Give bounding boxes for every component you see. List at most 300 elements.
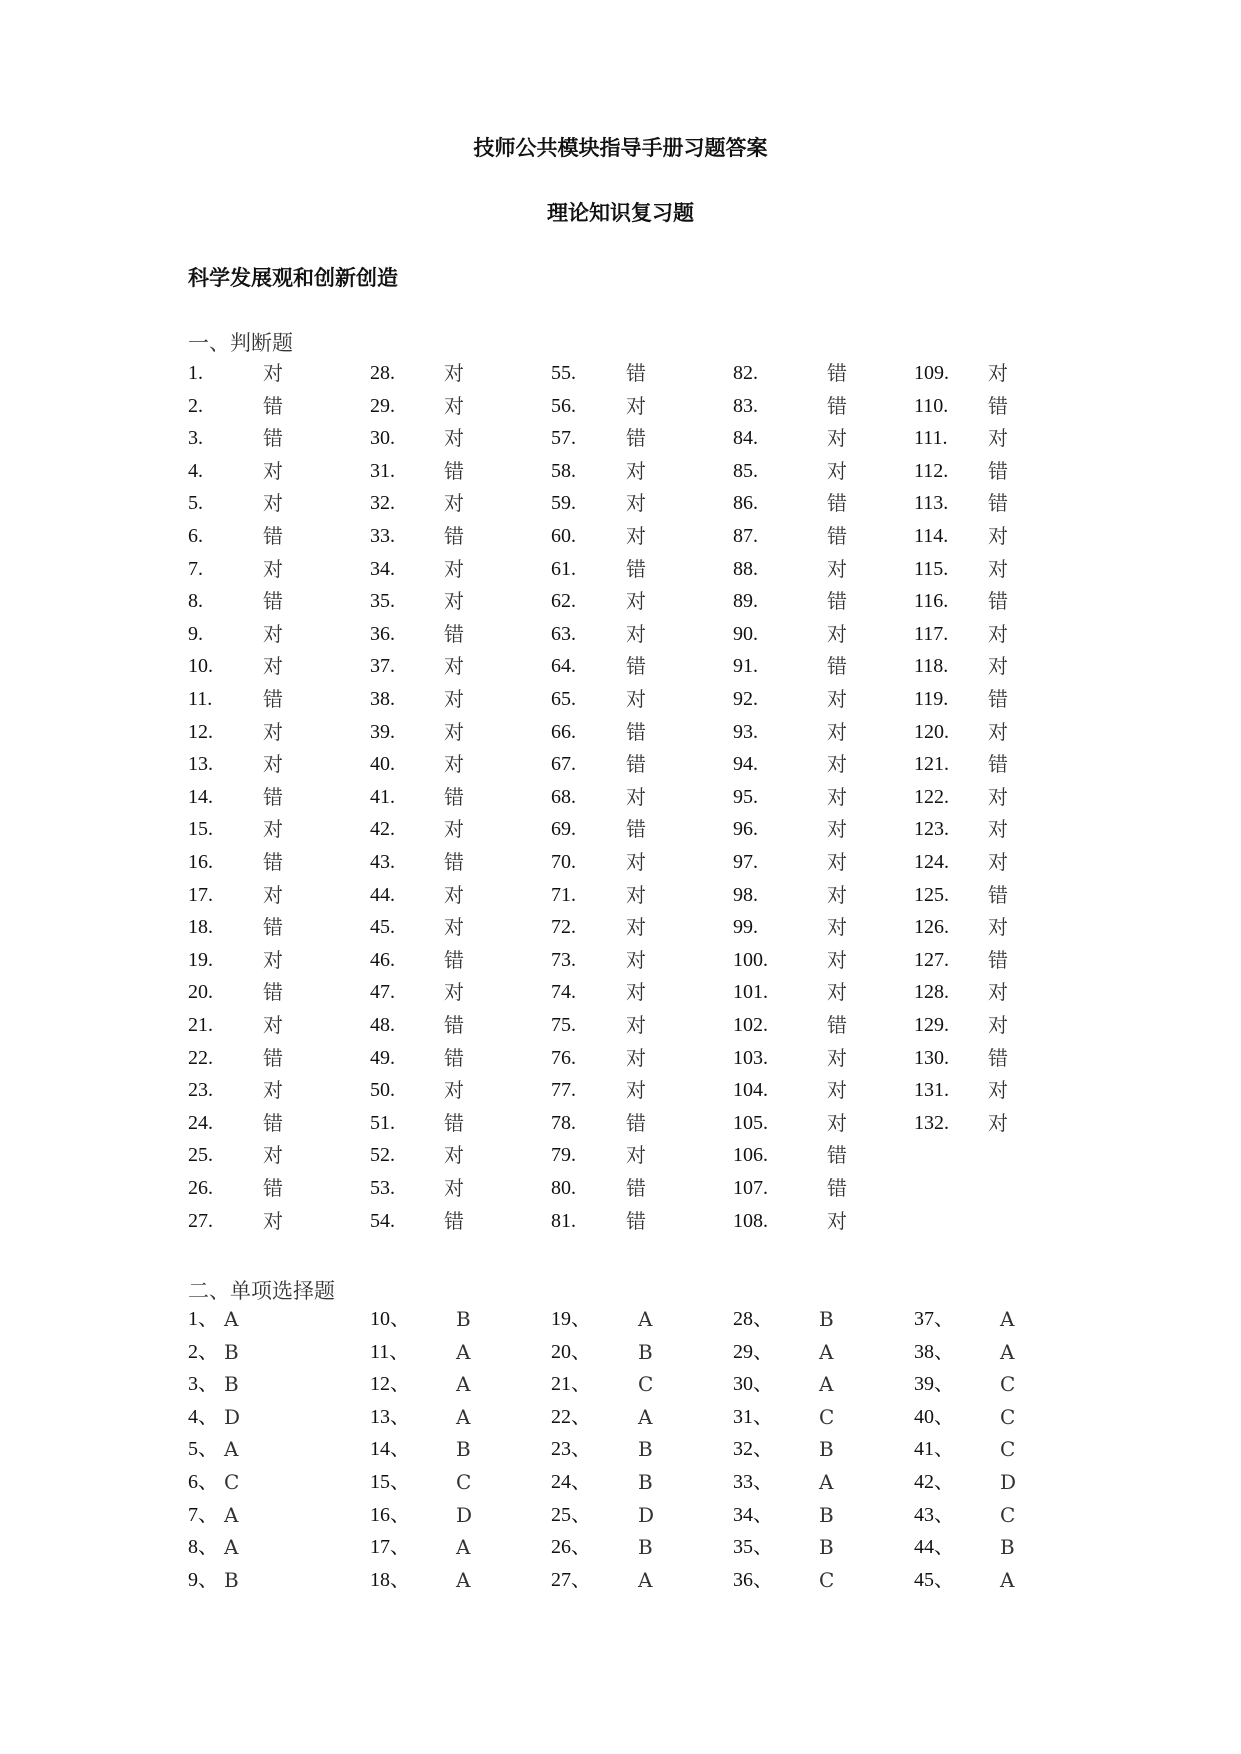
tf-number: 62. <box>551 590 576 613</box>
sc-number: 5、 <box>188 1438 218 1461</box>
tf-answer: 对 <box>988 719 1008 744</box>
tf-number: 64. <box>551 655 576 678</box>
sc-number: 20、 <box>551 1340 591 1363</box>
tf-answer: 错 <box>444 784 464 809</box>
tf-number: 52. <box>370 1144 395 1167</box>
tf-number: 5. <box>188 492 203 515</box>
tf-number: 44. <box>370 883 395 906</box>
sc-number: 22、 <box>551 1405 591 1428</box>
tf-answer: 对 <box>988 1078 1008 1103</box>
tf-answer: 错 <box>626 1110 646 1135</box>
tf-answer: 对 <box>988 850 1008 874</box>
tf-answer: 错 <box>263 784 283 809</box>
tf-number: 66. <box>551 720 576 743</box>
tf-number: 27. <box>188 1209 213 1232</box>
tf-number: 51. <box>370 1111 395 1134</box>
tf-answer: 错 <box>263 589 283 614</box>
tf-number: 90. <box>733 622 758 645</box>
tf-number: 94. <box>733 753 758 776</box>
sc-number: 39、 <box>914 1373 954 1396</box>
tf-number: 126. <box>914 916 949 939</box>
tf-answer: 错 <box>263 980 283 1005</box>
sc-number: 13、 <box>370 1405 410 1428</box>
tf-answer: 对 <box>626 458 646 483</box>
tf-number: 115. <box>914 557 949 580</box>
sc-number: 1、 <box>188 1308 218 1330</box>
sc-answer: D <box>224 1404 241 1429</box>
sc-answer: A <box>456 1404 471 1429</box>
tf-number: 40. <box>370 753 395 776</box>
sc-answer: B <box>224 1339 239 1364</box>
tf-number: 107. <box>733 1177 768 1199</box>
tf-answer: 错 <box>263 426 283 451</box>
tf-number: 89. <box>733 590 758 613</box>
tf-number: 87. <box>733 525 758 547</box>
tf-answer: 对 <box>626 980 646 1005</box>
tf-answer: 对 <box>988 817 1008 842</box>
sc-number: 27、 <box>551 1568 591 1591</box>
tf-answer: 对 <box>263 654 283 679</box>
tf-number: 16. <box>188 851 213 873</box>
tf-number: 121. <box>914 753 949 776</box>
sc-answer: B <box>819 1535 834 1560</box>
tf-answer: 错 <box>626 426 646 451</box>
tf-number: 32. <box>370 492 395 515</box>
subject-heading: 科学发展观和创新创造 <box>188 265 398 290</box>
tf-number: 120. <box>914 720 949 743</box>
sc-answer: D <box>1000 1470 1017 1494</box>
tf-number: 72. <box>551 916 576 939</box>
tf-number: 106. <box>733 1144 768 1167</box>
sc-number: 16、 <box>370 1503 410 1526</box>
tf-number: 93. <box>733 720 758 743</box>
sc-number: 12、 <box>370 1373 410 1396</box>
tf-answer: 对 <box>626 621 646 646</box>
tf-answer: 对 <box>263 817 283 842</box>
tf-answer: 错 <box>988 1045 1008 1070</box>
tf-number: 54. <box>370 1209 395 1232</box>
sc-number: 37、 <box>914 1308 954 1330</box>
tf-number: 7. <box>188 557 203 580</box>
tf-answer: 对 <box>263 719 283 744</box>
tf-number: 67. <box>551 753 576 776</box>
tf-answer: 对 <box>988 654 1008 679</box>
tf-answer: 错 <box>444 1110 464 1135</box>
tf-answer: 对 <box>263 556 283 581</box>
tf-answer: 错 <box>626 654 646 679</box>
sc-number: 45、 <box>914 1568 954 1591</box>
tf-number: 129. <box>914 1014 949 1036</box>
sc-number: 42、 <box>914 1471 954 1493</box>
sc-answer: C <box>819 1567 835 1592</box>
tf-answer: 错 <box>988 589 1008 614</box>
sc-number: 18、 <box>370 1568 410 1591</box>
sc-number: 8、 <box>188 1536 218 1559</box>
tf-number: 53. <box>370 1177 395 1199</box>
tf-number: 2. <box>188 394 203 417</box>
tf-answer: 错 <box>263 524 283 548</box>
tf-answer: 错 <box>444 1208 464 1233</box>
sc-answer: D <box>638 1502 655 1527</box>
tf-answer: 对 <box>988 915 1008 940</box>
tf-number: 8. <box>188 590 203 613</box>
tf-number: 6. <box>188 525 203 547</box>
sc-answer: B <box>456 1307 471 1331</box>
sc-number: 4、 <box>188 1405 218 1428</box>
tf-number: 78. <box>551 1111 576 1134</box>
sc-number: 33、 <box>733 1471 773 1493</box>
tf-answer: 对 <box>988 1013 1008 1037</box>
tf-answer: 错 <box>988 947 1008 972</box>
tf-number: 45. <box>370 916 395 939</box>
tf-number: 102. <box>733 1014 768 1036</box>
sc-number: 15、 <box>370 1471 410 1493</box>
sc-answer: A <box>456 1372 471 1397</box>
tf-answer: 错 <box>263 1176 283 1200</box>
tf-answer: 对 <box>827 882 847 907</box>
tf-number: 74. <box>551 981 576 1004</box>
tf-answer: 对 <box>626 1143 646 1168</box>
sc-answer: C <box>1000 1437 1016 1462</box>
tf-answer: 对 <box>827 1078 847 1103</box>
document-subtitle: 理论知识复习题 <box>547 200 694 225</box>
tf-number: 86. <box>733 492 758 515</box>
tf-number: 15. <box>188 818 213 841</box>
tf-answer: 对 <box>263 361 283 385</box>
sc-answer: A <box>224 1502 239 1527</box>
tf-answer: 对 <box>444 882 464 907</box>
tf-answer: 错 <box>827 361 847 385</box>
tf-answer: 对 <box>988 426 1008 451</box>
sc-number: 43、 <box>914 1503 954 1526</box>
tf-number: 41. <box>370 785 395 808</box>
tf-number: 81. <box>551 1209 576 1232</box>
tf-number: 80. <box>551 1177 576 1199</box>
tf-answer: 错 <box>827 393 847 418</box>
tf-number: 14. <box>188 785 213 808</box>
tf-answer: 对 <box>444 1176 464 1200</box>
true-false-heading: 一、判断题 <box>188 331 293 355</box>
tf-number: 68. <box>551 785 576 808</box>
tf-answer: 对 <box>827 556 847 581</box>
tf-answer: 对 <box>444 1078 464 1103</box>
tf-number: 33. <box>370 525 395 547</box>
tf-number: 50. <box>370 1079 395 1102</box>
tf-answer: 对 <box>444 361 464 385</box>
tf-number: 61. <box>551 557 576 580</box>
sc-number: 9、 <box>188 1568 218 1591</box>
sc-answer: B <box>819 1437 834 1462</box>
tf-number: 83. <box>733 394 758 417</box>
tf-answer: 对 <box>444 980 464 1005</box>
sc-answer: A <box>638 1404 653 1429</box>
sc-answer: C <box>1000 1502 1016 1527</box>
tf-answer: 对 <box>626 491 646 516</box>
tf-number: 113. <box>914 492 949 515</box>
tf-answer: 对 <box>827 1208 847 1233</box>
tf-answer: 对 <box>827 621 847 646</box>
document-title: 技师公共模块指导手册习题答案 <box>473 135 768 160</box>
tf-answer: 错 <box>263 915 283 940</box>
tf-number: 65. <box>551 688 576 710</box>
tf-number: 70. <box>551 851 576 873</box>
tf-answer: 错 <box>263 393 283 418</box>
sc-answer: A <box>224 1437 239 1462</box>
tf-number: 128. <box>914 981 949 1004</box>
tf-number: 98. <box>733 883 758 906</box>
tf-number: 10. <box>188 655 213 678</box>
tf-number: 118. <box>914 655 949 678</box>
tf-answer: 对 <box>626 524 646 548</box>
tf-answer: 对 <box>827 752 847 777</box>
tf-number: 123. <box>914 818 949 841</box>
tf-answer: 对 <box>626 915 646 940</box>
tf-answer: 对 <box>444 491 464 516</box>
tf-number: 42. <box>370 818 395 841</box>
tf-number: 116. <box>914 590 949 613</box>
tf-answer: 对 <box>444 556 464 581</box>
tf-number: 46. <box>370 948 395 971</box>
sc-answer: A <box>819 1372 834 1397</box>
tf-answer: 错 <box>988 491 1008 516</box>
tf-answer: 对 <box>626 850 646 874</box>
tf-answer: 对 <box>444 1143 464 1168</box>
tf-number: 112. <box>914 459 949 482</box>
tf-answer: 错 <box>988 687 1008 711</box>
tf-number: 36. <box>370 622 395 645</box>
tf-answer: 错 <box>988 393 1008 418</box>
tf-answer: 错 <box>263 687 283 711</box>
sc-answer: B <box>456 1437 471 1462</box>
sc-answer: A <box>456 1339 471 1364</box>
tf-number: 17. <box>188 883 213 906</box>
tf-number: 127. <box>914 948 949 971</box>
tf-number: 111. <box>914 427 948 450</box>
tf-number: 4. <box>188 459 203 482</box>
sc-answer: C <box>224 1470 240 1494</box>
sc-number: 7、 <box>188 1503 218 1526</box>
tf-number: 114. <box>914 525 949 547</box>
tf-answer: 对 <box>263 947 283 972</box>
sc-number: 17、 <box>370 1536 410 1559</box>
tf-number: 84. <box>733 427 758 450</box>
tf-number: 125. <box>914 883 949 906</box>
tf-number: 95. <box>733 785 758 808</box>
tf-answer: 对 <box>263 621 283 646</box>
sc-answer: A <box>224 1535 239 1560</box>
sc-answer: B <box>638 1437 653 1462</box>
tf-number: 12. <box>188 720 213 743</box>
tf-answer: 对 <box>626 882 646 907</box>
tf-number: 48. <box>370 1014 395 1036</box>
tf-answer: 对 <box>988 621 1008 646</box>
tf-number: 119. <box>914 688 949 710</box>
tf-answer: 错 <box>626 817 646 842</box>
tf-answer: 错 <box>827 589 847 614</box>
tf-answer: 对 <box>444 589 464 614</box>
tf-number: 69. <box>551 818 576 841</box>
tf-number: 19. <box>188 948 213 971</box>
sc-number: 44、 <box>914 1536 954 1559</box>
tf-answer: 错 <box>827 524 847 548</box>
tf-number: 21. <box>188 1014 213 1036</box>
tf-answer: 对 <box>827 980 847 1005</box>
sc-answer: A <box>224 1307 239 1331</box>
tf-answer: 对 <box>827 915 847 940</box>
tf-answer: 对 <box>988 556 1008 581</box>
sc-answer: C <box>819 1404 835 1429</box>
tf-answer: 错 <box>626 1176 646 1200</box>
sc-number: 14、 <box>370 1438 410 1461</box>
tf-number: 1. <box>188 362 203 384</box>
tf-number: 130. <box>914 1046 949 1069</box>
sc-number: 32、 <box>733 1438 773 1461</box>
tf-answer: 对 <box>827 1110 847 1135</box>
sc-number: 6、 <box>188 1471 218 1493</box>
tf-answer: 对 <box>626 947 646 972</box>
tf-answer: 错 <box>444 524 464 548</box>
sc-answer: B <box>638 1470 653 1494</box>
sc-number: 26、 <box>551 1536 591 1559</box>
tf-number: 43. <box>370 851 395 873</box>
tf-answer: 错 <box>626 556 646 581</box>
tf-answer: 错 <box>444 850 464 874</box>
sc-number: 34、 <box>733 1503 773 1526</box>
sc-number: 11、 <box>370 1340 410 1363</box>
tf-number: 77. <box>551 1079 576 1102</box>
tf-number: 101. <box>733 981 768 1004</box>
tf-number: 79. <box>551 1144 576 1167</box>
tf-number: 56. <box>551 394 576 417</box>
sc-answer: B <box>819 1307 834 1331</box>
sc-number: 2、 <box>188 1340 218 1363</box>
tf-number: 47. <box>370 981 395 1004</box>
tf-number: 131. <box>914 1079 949 1102</box>
sc-number: 29、 <box>733 1340 773 1363</box>
tf-answer: 对 <box>444 426 464 451</box>
tf-number: 82. <box>733 362 758 384</box>
tf-answer: 对 <box>444 393 464 418</box>
tf-number: 34. <box>370 557 395 580</box>
sc-answer: A <box>638 1567 653 1592</box>
tf-number: 22. <box>188 1046 213 1069</box>
tf-number: 117. <box>914 622 949 645</box>
sc-number: 35、 <box>733 1536 773 1559</box>
sc-answer: A <box>819 1339 834 1364</box>
tf-answer: 错 <box>626 1208 646 1233</box>
tf-number: 38. <box>370 688 395 710</box>
tf-answer: 对 <box>263 1143 283 1168</box>
sc-number: 36、 <box>733 1568 773 1591</box>
tf-answer: 对 <box>827 817 847 842</box>
tf-answer: 对 <box>827 1045 847 1070</box>
tf-answer: 错 <box>626 752 646 777</box>
tf-number: 91. <box>733 655 758 678</box>
sc-answer: A <box>456 1535 471 1560</box>
tf-answer: 对 <box>827 719 847 744</box>
tf-number: 28. <box>370 362 395 384</box>
tf-number: 26. <box>188 1177 213 1199</box>
sc-answer: B <box>819 1502 834 1527</box>
tf-number: 30. <box>370 427 395 450</box>
sc-number: 19、 <box>551 1308 591 1330</box>
tf-answer: 对 <box>827 784 847 809</box>
tf-answer: 对 <box>626 687 646 711</box>
tf-answer: 对 <box>263 1013 283 1037</box>
tf-answer: 对 <box>263 1208 283 1233</box>
tf-number: 109. <box>914 362 949 384</box>
tf-answer: 错 <box>626 719 646 744</box>
tf-answer: 对 <box>444 687 464 711</box>
tf-answer: 对 <box>988 361 1008 385</box>
tf-number: 88. <box>733 557 758 580</box>
sc-number: 40、 <box>914 1405 954 1428</box>
tf-number: 3. <box>188 427 203 450</box>
tf-number: 122. <box>914 785 949 808</box>
tf-answer: 错 <box>988 752 1008 777</box>
tf-number: 96. <box>733 818 758 841</box>
sc-answer: C <box>638 1372 654 1397</box>
tf-answer: 对 <box>444 915 464 940</box>
tf-answer: 对 <box>827 947 847 972</box>
sc-answer: C <box>456 1470 472 1494</box>
tf-answer: 错 <box>263 1045 283 1070</box>
tf-answer: 错 <box>263 850 283 874</box>
tf-answer: 对 <box>827 458 847 483</box>
tf-answer: 对 <box>444 654 464 679</box>
sc-number: 10、 <box>370 1308 410 1330</box>
tf-answer: 错 <box>827 1176 847 1200</box>
tf-number: 60. <box>551 525 576 547</box>
sc-number: 21、 <box>551 1373 591 1396</box>
tf-number: 18. <box>188 916 213 939</box>
tf-number: 108. <box>733 1209 768 1232</box>
tf-answer: 错 <box>444 621 464 646</box>
sc-number: 23、 <box>551 1438 591 1461</box>
sc-number: 30、 <box>733 1373 773 1396</box>
sc-answer: A <box>638 1307 653 1331</box>
tf-answer: 对 <box>626 1013 646 1037</box>
tf-number: 23. <box>188 1079 213 1102</box>
tf-answer: 错 <box>444 1045 464 1070</box>
tf-answer: 对 <box>263 752 283 777</box>
tf-number: 29. <box>370 394 395 417</box>
tf-number: 58. <box>551 459 576 482</box>
tf-answer: 对 <box>988 980 1008 1005</box>
tf-number: 100. <box>733 948 768 971</box>
tf-number: 20. <box>188 981 213 1004</box>
sc-number: 41、 <box>914 1438 954 1461</box>
tf-number: 63. <box>551 622 576 645</box>
tf-answer: 错 <box>626 361 646 385</box>
sc-answer: A <box>1000 1567 1015 1592</box>
tf-answer: 对 <box>263 491 283 516</box>
tf-number: 132. <box>914 1111 949 1134</box>
sc-number: 38、 <box>914 1340 954 1363</box>
tf-answer: 错 <box>263 1110 283 1135</box>
tf-answer: 对 <box>626 589 646 614</box>
tf-answer: 对 <box>626 1045 646 1070</box>
tf-answer: 错 <box>444 1013 464 1037</box>
single-choice-heading: 二、单项选择题 <box>188 1279 335 1303</box>
tf-number: 76. <box>551 1046 576 1069</box>
tf-answer: 对 <box>626 784 646 809</box>
tf-answer: 错 <box>827 654 847 679</box>
tf-answer: 对 <box>444 719 464 744</box>
sc-answer: B <box>1000 1535 1015 1560</box>
tf-number: 37. <box>370 655 395 678</box>
tf-answer: 对 <box>263 1078 283 1103</box>
